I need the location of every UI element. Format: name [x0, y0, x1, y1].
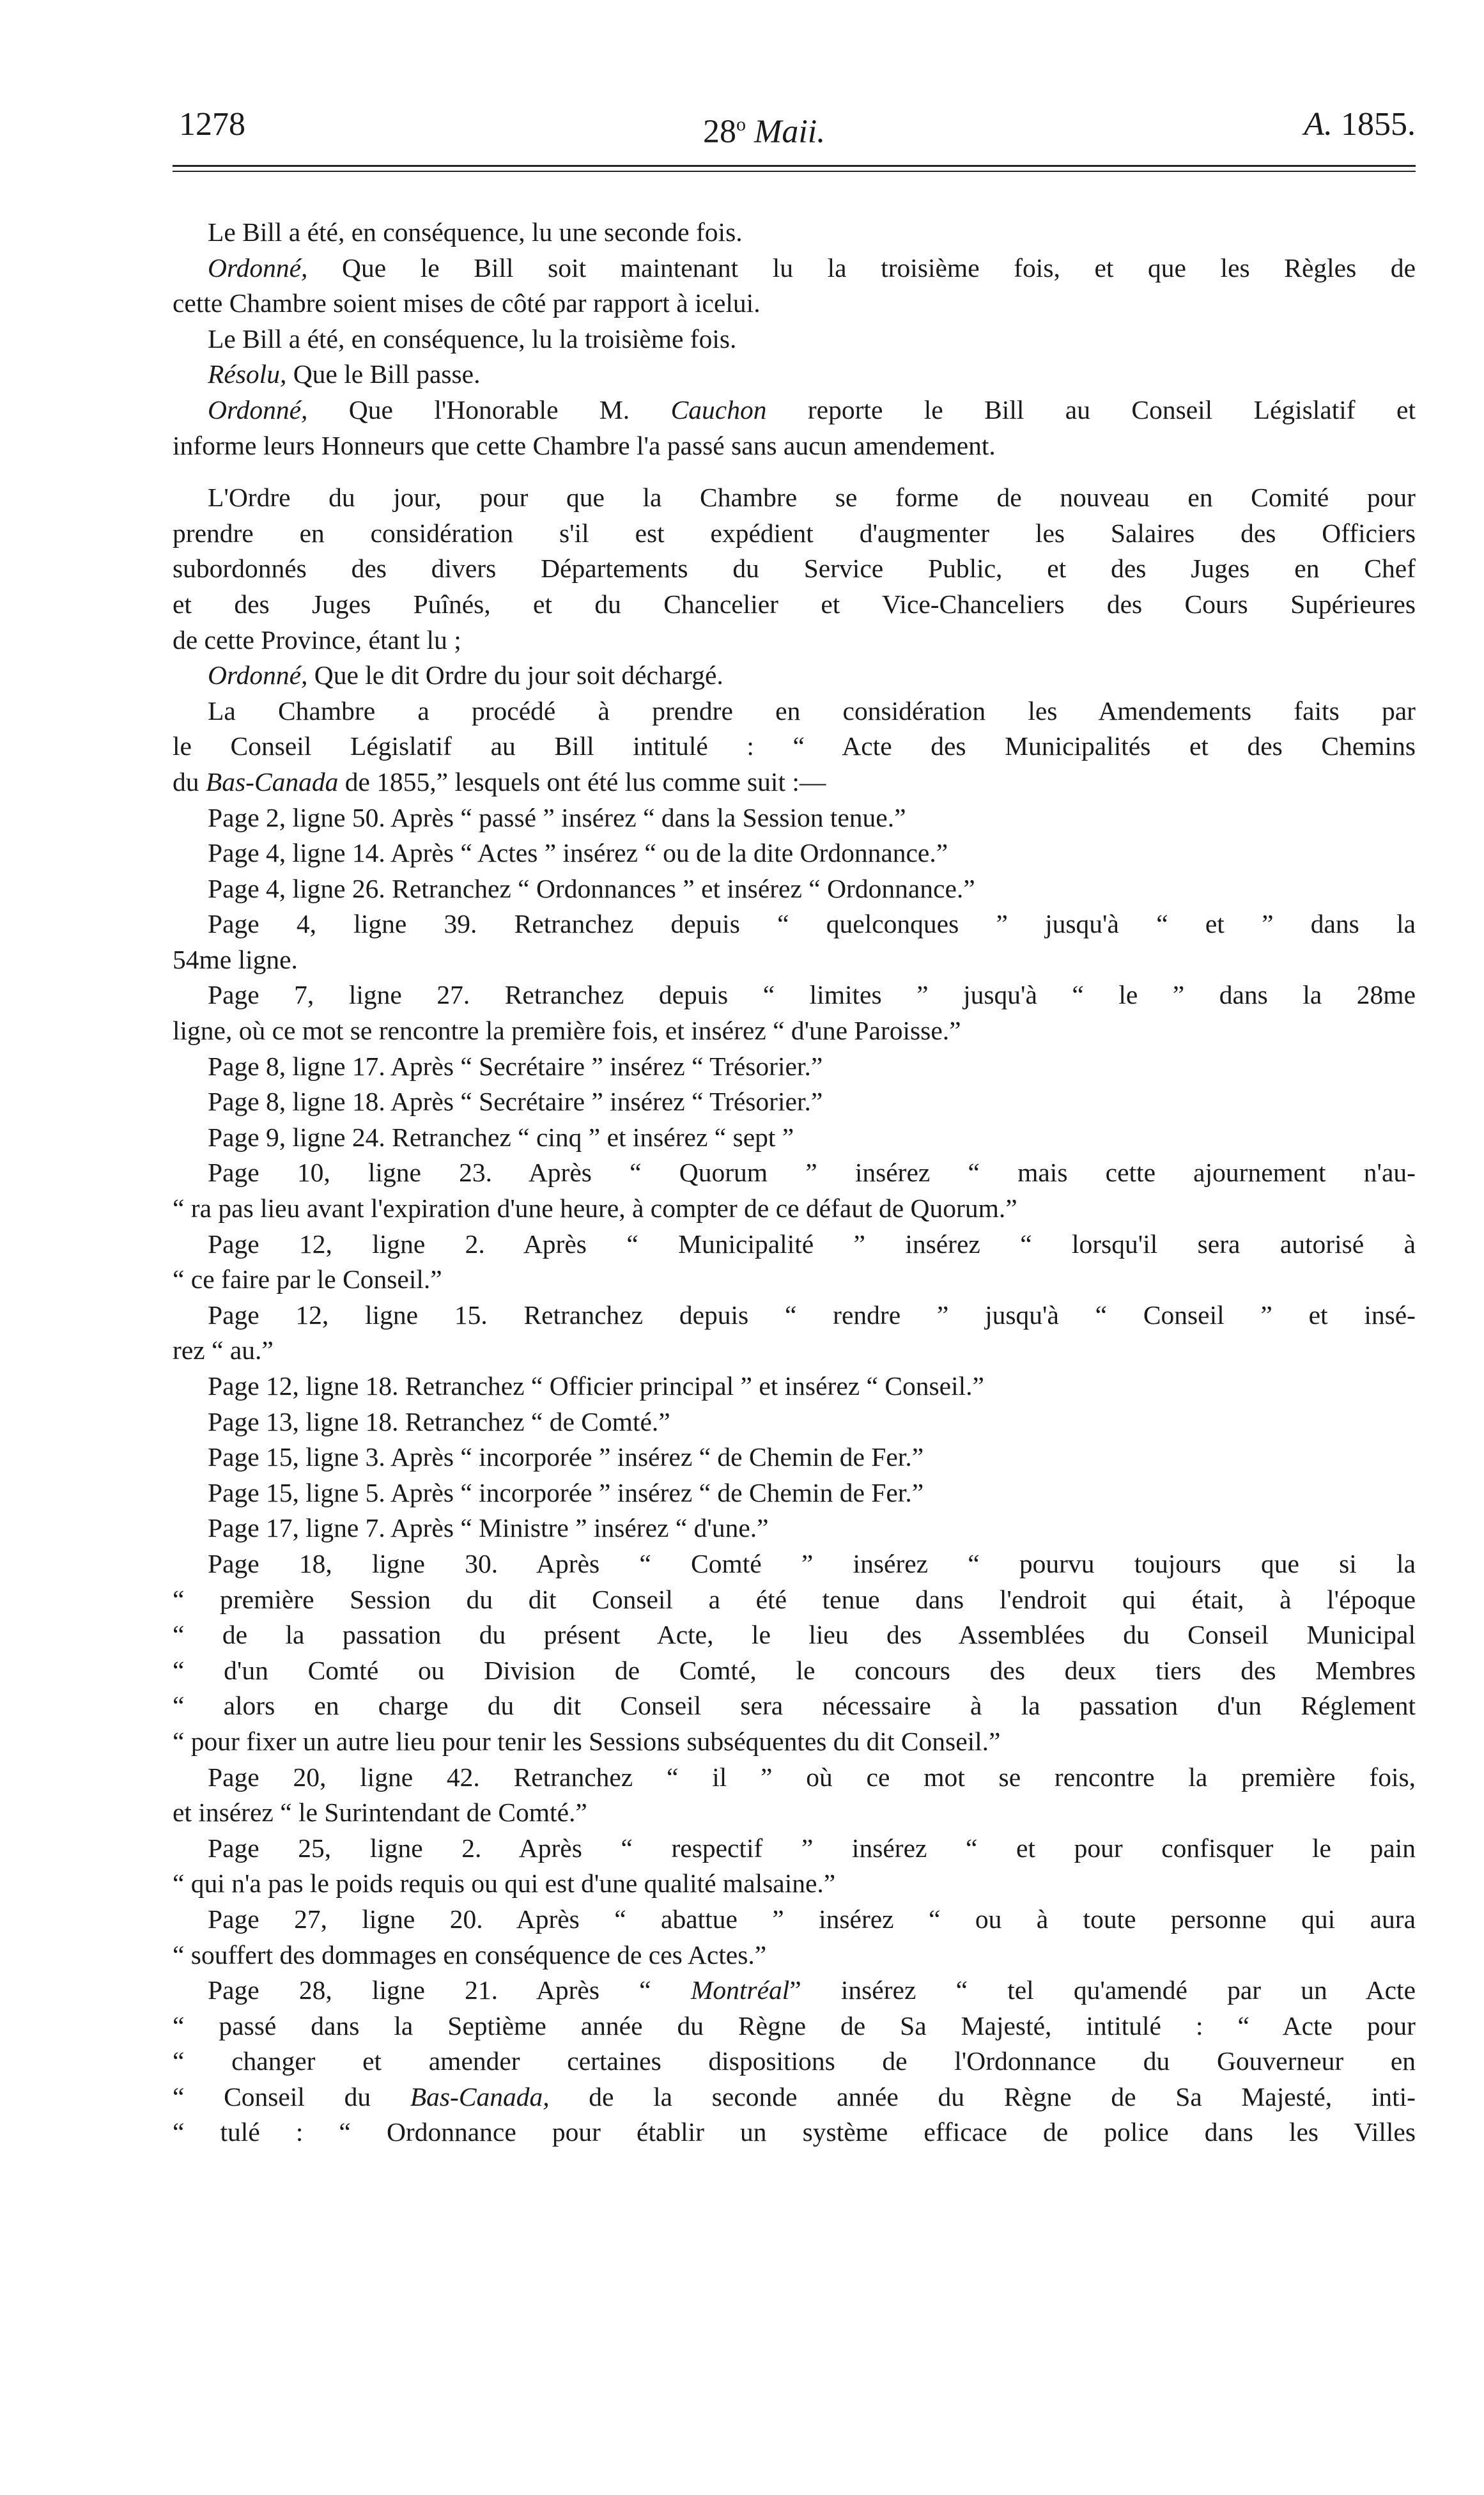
emphasis: Ordonné, [208, 253, 308, 283]
text-line [173, 765, 1416, 800]
emphasis: Résolu, [208, 359, 287, 389]
amendment-line: Page 8, ligne 17. Après “ Secrétaire ” insérez “ Trésorier.” [208, 1051, 823, 1081]
text-line [173, 251, 1416, 286]
text-line: de cette Province, étant lu ; [173, 625, 461, 655]
text-line: Le Bill a été, en conséquence, lu la troisième fois. [208, 323, 737, 354]
line-text: Que l'Honorable M. [307, 394, 671, 424]
amendment-line: “ d'un Comté ou Division de Comté, le concours des deux tiers des Membres [173, 1655, 1416, 1685]
header-rule-bottom [173, 171, 1416, 172]
text-line [173, 357, 1416, 393]
amendment-line: “ qui n'a pas le poids requis ou qui est d'une qualité malsaine.” [173, 1869, 836, 1899]
amendment-line: “ ce faire par le Conseil.” [173, 1264, 442, 1294]
amendment-line: Page 15, ligne 3. Après “ incorporée ” insérez “ de Chemin de Fer.” [208, 1442, 924, 1472]
line-text: du [173, 766, 206, 797]
header-rule-top [173, 165, 1416, 167]
date-month: Maii. [754, 113, 826, 150]
text-line: subordonnés des divers Départements du Service Public, et des Juges en Chef [173, 554, 1416, 584]
emphasis: Bas-Canada [205, 766, 339, 797]
date-day: 28 [703, 113, 736, 150]
amendment-line: rez “ au.” [173, 1335, 274, 1365]
header-rule [173, 165, 1416, 176]
amendment-line: Page 12, ligne 18. Retranchez “ Officier principal ” et insérez “ Conseil.” [208, 1371, 984, 1401]
running-header [173, 96, 1416, 153]
amendment-line: “ ra pas lieu avant l'expiration d'une heure, à compter de ce défaut de Quorum.” [173, 1193, 1017, 1224]
line-text: ” insérez “ tel qu'amendé par un Acte [789, 1975, 1416, 2005]
line-text: “ Conseil du [173, 2081, 410, 2111]
amendment-line: “ première Session du dit Conseil a été tenue dans l'endroit qui était, à l'époque [173, 1584, 1416, 1614]
amendment-line: “ tulé : “ Ordonnance pour établir un système efficace de police dans les Villes [173, 2117, 1416, 2147]
line-text: Que le Bill soit maintenant lu la troisième fois, et que les Règles de [307, 253, 1416, 283]
amendment-line: Page 8, ligne 18. Après “ Secrétaire ” insérez “ Trésorier.” [208, 1087, 823, 1117]
amendment-line: ligne, où ce mot se rencontre la première fois, et insérez “ d'une Paroisse.” [173, 1016, 961, 1046]
amendment-line [173, 1973, 1416, 2009]
amendment-line: Page 4, ligne 26. Retranchez “ Ordonnances ” et insérez “ Ordonnance.” [208, 873, 975, 903]
line-text: de 1855,” lesquels ont été lus comme suit :— [338, 766, 826, 797]
amendment-line: “ pour fixer un autre lieu pour tenir les Sessions subséquentes du dit Conseil.” [173, 1726, 1001, 1756]
amendment-line: Page 4, ligne 14. Après “ Actes ” insérez “ ou de la dite Ordonnance.” [208, 838, 948, 868]
amendment-line: Page 7, ligne 27. Retranchez depuis “ limites ” jusqu'à “ le ” dans la 28me [208, 980, 1416, 1010]
amendment-line: Page 13, ligne 18. Retranchez “ de Comté.” [208, 1406, 670, 1436]
text-line: La Chambre a procédé à prendre en considération les Amendements faits par [208, 696, 1416, 726]
emphasis: Montréal [690, 1975, 790, 2005]
amendment-line: Page 10, ligne 23. Après “ Quorum ” insérez “ mais cette ajournement n'au- [208, 1158, 1416, 1188]
text-line: prendre en considération s'il est expédient d'augmenter les Salaires des Officiers [173, 518, 1416, 548]
amendment-line: Page 25, ligne 2. Après “ respectif ” insérez “ et pour confisquer le pain [208, 1833, 1416, 1863]
date-ordinal: o [736, 114, 746, 135]
amendment-line: “ passé dans la Septième année du Règne de Sa Majesté, intitulé : “ Acte pour [173, 2010, 1416, 2040]
member-name: Cauchon [670, 394, 767, 424]
text-line: Le Bill a été, en conséquence, lu une seconde fois. [208, 217, 743, 247]
text-line: et des Juges Puînés, et du Chancelier et Vice-Chanceliers des Cours Supérieures [173, 589, 1416, 619]
page-number: 1278 [179, 106, 245, 143]
text-line: cette Chambre soient mises de côté par rapport à icelui. [173, 288, 761, 318]
text-line: le Conseil Législatif au Bill intitulé : “ Acte des Municipalités et des Chemins [173, 731, 1416, 761]
amendment-line: Page 27, ligne 20. Après “ abattue ” insérez “ ou à toute personne qui aura [208, 1904, 1416, 1934]
year-value: 1855. [1341, 106, 1416, 143]
emphasis: Ordonné, [208, 660, 308, 690]
line-text: Que le dit Ordre du jour soit déchargé. [307, 660, 723, 690]
amendment-line: Page 15, ligne 5. Après “ incorporée ” insérez “ de Chemin de Fer.” [208, 1477, 924, 1507]
amendment-line: “ alors en charge du dit Conseil sera nécessaire à la passation d'un Réglement [173, 1691, 1416, 1721]
amendment-line: et insérez “ le Surintendant de Comté.” [173, 1798, 587, 1828]
line-text: Page 28, ligne 21. Après “ [208, 1975, 691, 2005]
emphasis: Ordonné, [208, 394, 308, 424]
line-text: de la seconde année du Règne de Sa Majesté, inti- [549, 2081, 1416, 2111]
amendment-line: “ de la passation du présent Acte, le lieu des Assemblées du Conseil Municipal [173, 1620, 1416, 1650]
header-year [1304, 96, 1416, 153]
year-prefix: A. [1304, 106, 1333, 143]
amendment-line: Page 12, ligne 15. Retranchez depuis “ rendre ” jusqu'à “ Conseil ” et insé- [208, 1300, 1416, 1330]
header-date [703, 96, 825, 160]
line-text: Que le Bill passe. [286, 359, 481, 389]
text-line: informe leurs Honneurs que cette Chambre l'a passé sans aucun amendement. [173, 430, 996, 460]
text-line [173, 393, 1416, 428]
line-text: reporte le Bill au Conseil Législatif et [766, 394, 1416, 424]
amendment-line: Page 4, ligne 39. Retranchez depuis “ quelconques ” jusqu'à “ et ” dans la [208, 909, 1416, 939]
emphasis: Bas-Canada, [410, 2081, 550, 2111]
text-line [173, 658, 1416, 694]
amendment-line: “ changer et amender certaines dispositions de l'Ordonnance du Gouverneur en [173, 2046, 1416, 2076]
amendment-line: Page 20, ligne 42. Retranchez “ il ” où ce mot se rencontre la première fois, [208, 1762, 1416, 1792]
amendment-line: Page 2, ligne 50. Après “ passé ” insérez “ dans la Session tenue.” [208, 802, 906, 832]
amendment-line: “ souffert des dommages en conséquence de ces Actes.” [173, 1939, 767, 1970]
amendment-line: 54me ligne. [173, 944, 298, 974]
amendment-line [173, 2079, 1416, 2115]
body-text [173, 215, 1416, 2150]
text-line: L'Ordre du jour, pour que la Chambre se forme de nouveau en Comité pour [208, 483, 1416, 513]
amendment-line: Page 18, ligne 30. Après “ Comté ” insérez “ pourvu toujours que si la [208, 1548, 1416, 1578]
amendment-line: Page 9, ligne 24. Retranchez “ cinq ” et insérez “ sept ” [208, 1122, 794, 1152]
amendment-line: Page 17, ligne 7. Après “ Ministre ” insérez “ d'une.” [208, 1513, 769, 1543]
amendment-line: Page 12, ligne 2. Après “ Municipalité ” insérez “ lorsqu'il sera autorisé à [208, 1229, 1416, 1259]
journal-page [173, 96, 1416, 2150]
